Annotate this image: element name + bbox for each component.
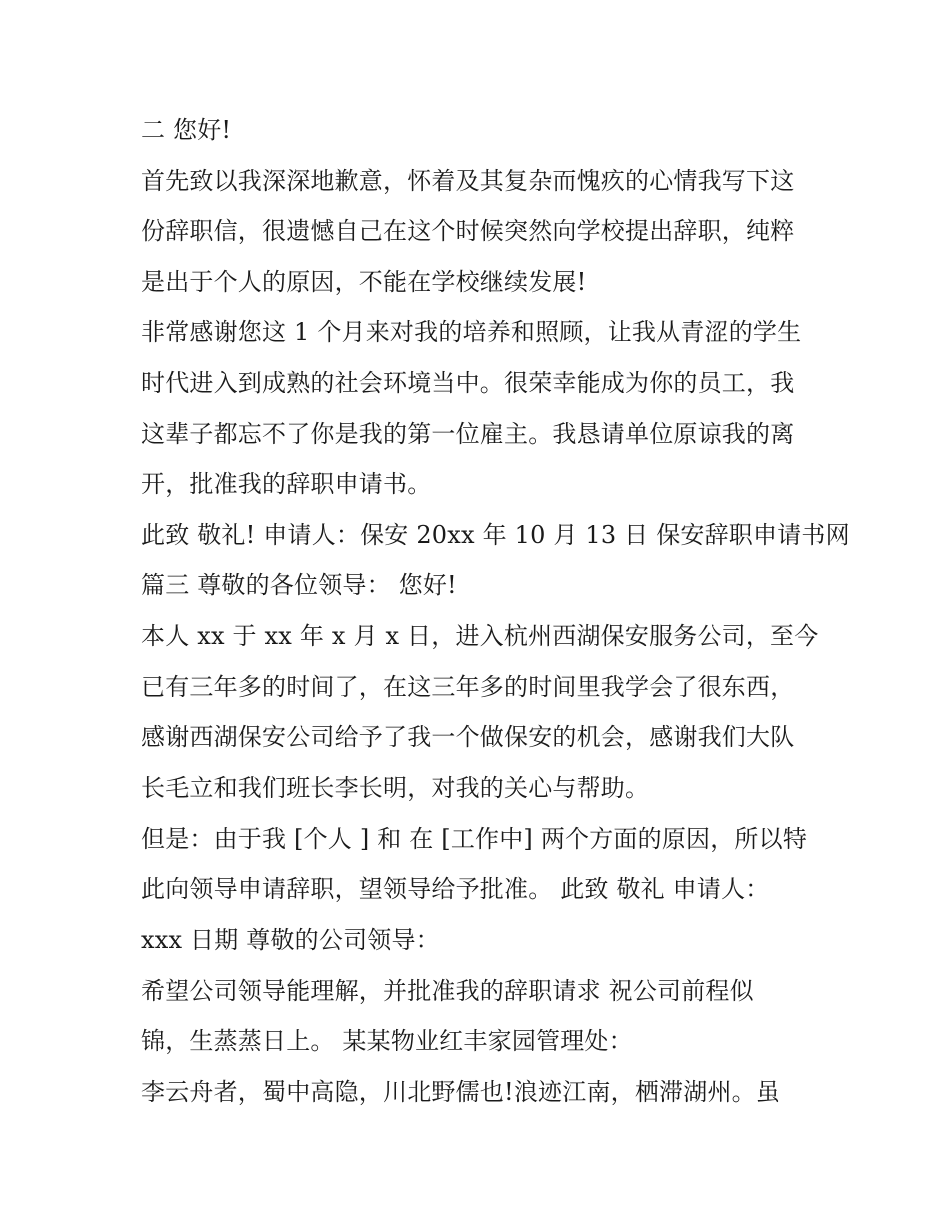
text-line: 但是：由于我 [个人 ] 和 在 [工作中] 两个方面的原因，所以特 bbox=[141, 825, 808, 853]
text-line: 首先致以我深深地歉意，怀着及其复杂而愧疚的心情我写下这 bbox=[141, 167, 795, 195]
text-line: 篇三 尊敬的各位领导： 您好! bbox=[141, 571, 457, 599]
text-line: 长毛立和我们班长李长明，对我的关心与帮助。 bbox=[141, 774, 650, 802]
text-line: xxx 日期 尊敬的公司领导： bbox=[141, 926, 440, 954]
text-line: 锦，生蒸蒸日上。 某某物业红丰家园管理处： bbox=[141, 1027, 633, 1055]
text-line: 感谢西湖保安公司给予了我一个做保安的机会，感谢我们大队 bbox=[141, 723, 795, 751]
text-line: 二 您好! bbox=[141, 116, 232, 144]
text-line: 希望公司领导能理解，并批准我的辞职请求 祝公司前程似 bbox=[141, 977, 754, 1005]
text-line: 李云舟者，蜀中高隐，川北野儒也!浪迹江南，栖滞湖州。虽 bbox=[141, 1078, 781, 1106]
text-line: 是出于个人的原因，不能在学校继续发展! bbox=[141, 268, 587, 296]
text-line: 非常感谢您这 1 个月来对我的培养和照顾，让我从青涩的学生 bbox=[141, 318, 802, 346]
text-line: 这辈子都忘不了你是我的第一位雇主。我恳请单位原谅我的离 bbox=[141, 420, 795, 448]
text-line: 此向领导申请辞职，望领导给予批准。 此致 敬礼 申请人： bbox=[141, 875, 770, 903]
text-line: 份辞职信，很遗憾自己在这个时候突然向学校提出辞职，纯粹 bbox=[141, 217, 795, 245]
text-line: 时代进入到成熟的社会环境当中。很荣幸能成为你的员工，我 bbox=[141, 369, 795, 397]
text-line: 本人 xx 于 xx 年 x 月 x 日，进入杭州西湖保安服务公司，至今 bbox=[141, 622, 819, 650]
text-line: 此致 敬礼! 申请人：保安 20xx 年 10 月 13 日 保安辞职申请书网 bbox=[141, 521, 850, 549]
text-line: 开，批准我的辞职申请书。 bbox=[141, 470, 432, 498]
text-line: 已有三年多的时间了，在这三年多的时间里我学会了很东西， bbox=[141, 673, 795, 701]
